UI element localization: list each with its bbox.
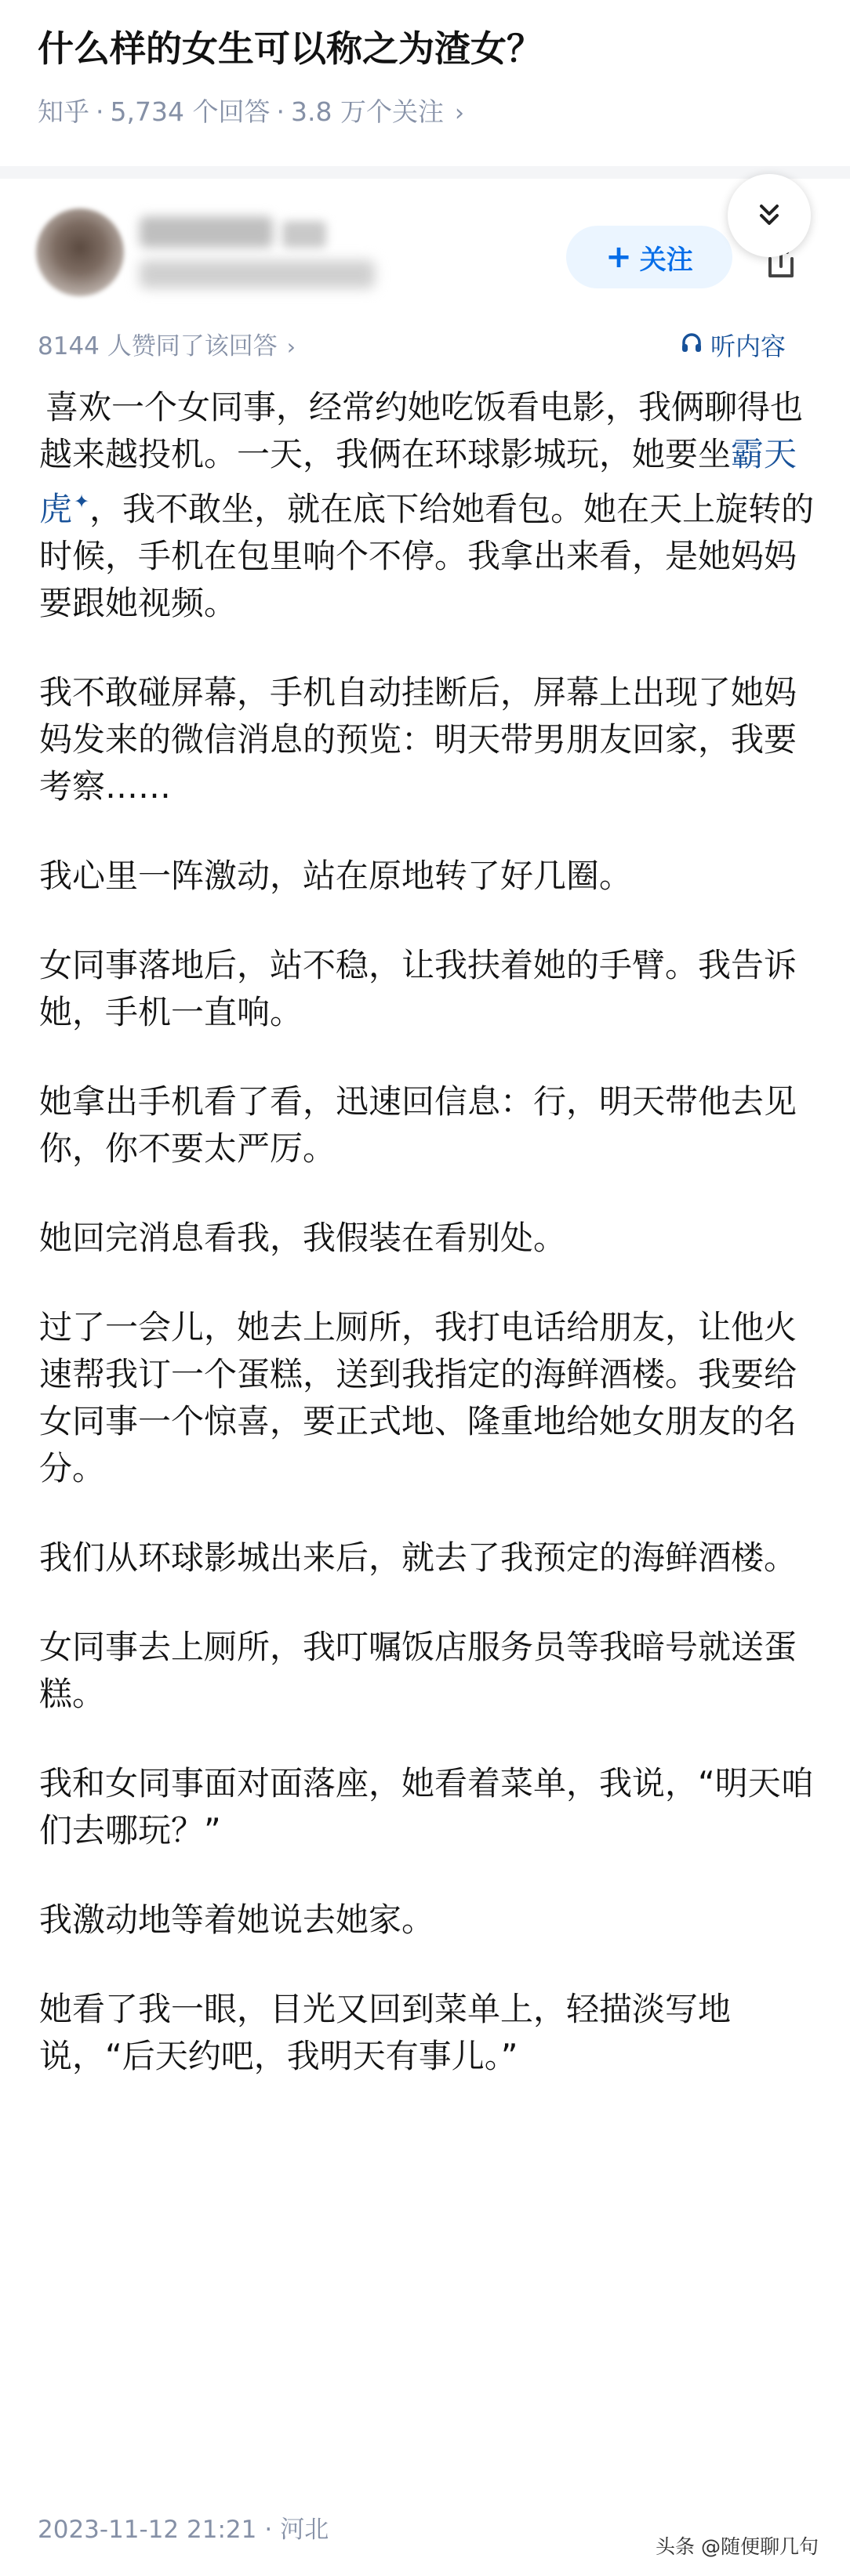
paragraph: 她拿出手机看了看，迅速回信息：行，明天带他去见你，你不要太严厉。 [39,1082,797,1168]
chevron-right-icon: › [454,100,464,127]
author-badge-blurred [282,221,326,248]
answer-content [39,384,815,2122]
paragraph: 我不敢碰屏幕，手机自动挂断后，屏幕上出现了她妈妈发来的微信消息的预览：明天带男朋友回家，我要考察…… [39,673,797,806]
follow-label: 关注 [639,244,693,276]
listen-label: 听内容 [710,332,786,361]
paragraph: 她看了我一眼，目光又回到菜单上，轻描淡写地说，“后天约吧，我明天有事儿。” [39,1990,732,2075]
headphones-icon [679,329,710,364]
watermark: 头条 @随便聊几句 [656,2535,819,2558]
paragraph-text: 喜欢一个女同事，经常约她吃饭看电影，我俩聊得也越来越投机。一天，我俩在环球影城玩，她要坐 [39,388,804,473]
collapse-button[interactable] [728,174,811,257]
paragraph: 过了一会儿，她去上厕所，我打电话给朋友，让他火速帮我订一个蛋糕，送到我指定的海鲜酒楼。我要给女同事一个惊喜，要正式地、隆重地给她女朋友的名分。 [39,1308,797,1487]
paragraph: 我们从环球影城出来后，就去了我预定的海鲜酒楼。 [39,1538,797,1577]
question-meta[interactable] [38,94,464,132]
paragraph: 我心里一阵激动，站在原地转了好几圈。 [39,857,633,895]
post-location: 河北 [280,2516,329,2544]
avatar[interactable] [36,208,124,296]
keyword-link[interactable]: 霸天虎 [39,435,797,528]
author-name-blurred[interactable] [140,216,273,248]
paragraph: 女同事去上厕所，我叮嘱饭店服务员等我暗号就送蛋糕。 [39,1628,797,1713]
meta-separator: · [264,2516,273,2544]
chevron-double-down-icon [754,200,785,231]
source-label: 知乎 [38,96,89,127]
post-datetime: 2023-11-12 21:21 [38,2516,257,2544]
answer-count: 5,734 个回答 [110,96,271,127]
paragraph: 我和女同事面对面落座，她看着菜单，我说，“明天咱们去哪玩？” [39,1764,814,1850]
paragraph-text: ，我不敢坐，就在底下给她看包。她在天上旋转的时候，手机在包里响个不停。我拿出来看，是她妈妈要跟她视频。 [39,490,815,622]
follow-button[interactable] [566,226,732,288]
question-title[interactable]: 什么样的女生可以称之为渣女？ [38,27,543,70]
vote-count[interactable] [38,329,296,364]
plus-icon: + [605,239,632,275]
meta-separator: · [276,96,285,127]
vote-count-label: 8144 人赞同了该回答 [38,332,278,360]
paragraph: 我激动地等着她说去她家。 [39,1900,435,1939]
listen-button[interactable] [679,329,786,364]
follower-count: 3.8 万个关注 [290,96,444,127]
post-timestamp [38,2513,329,2547]
author-bio-blurred [140,260,375,288]
meta-separator: · [96,96,104,127]
paragraph [39,384,815,627]
sparkle-icon: ✦ [74,491,90,513]
section-divider [0,166,850,179]
paragraph: 女同事落地后，站不稳，让我扶着她的手臂。我告诉她，手机一直响。 [39,946,797,1031]
chevron-right-icon: › [286,334,296,360]
paragraph: 她回完消息看我，我假装在看别处。 [39,1219,567,1257]
